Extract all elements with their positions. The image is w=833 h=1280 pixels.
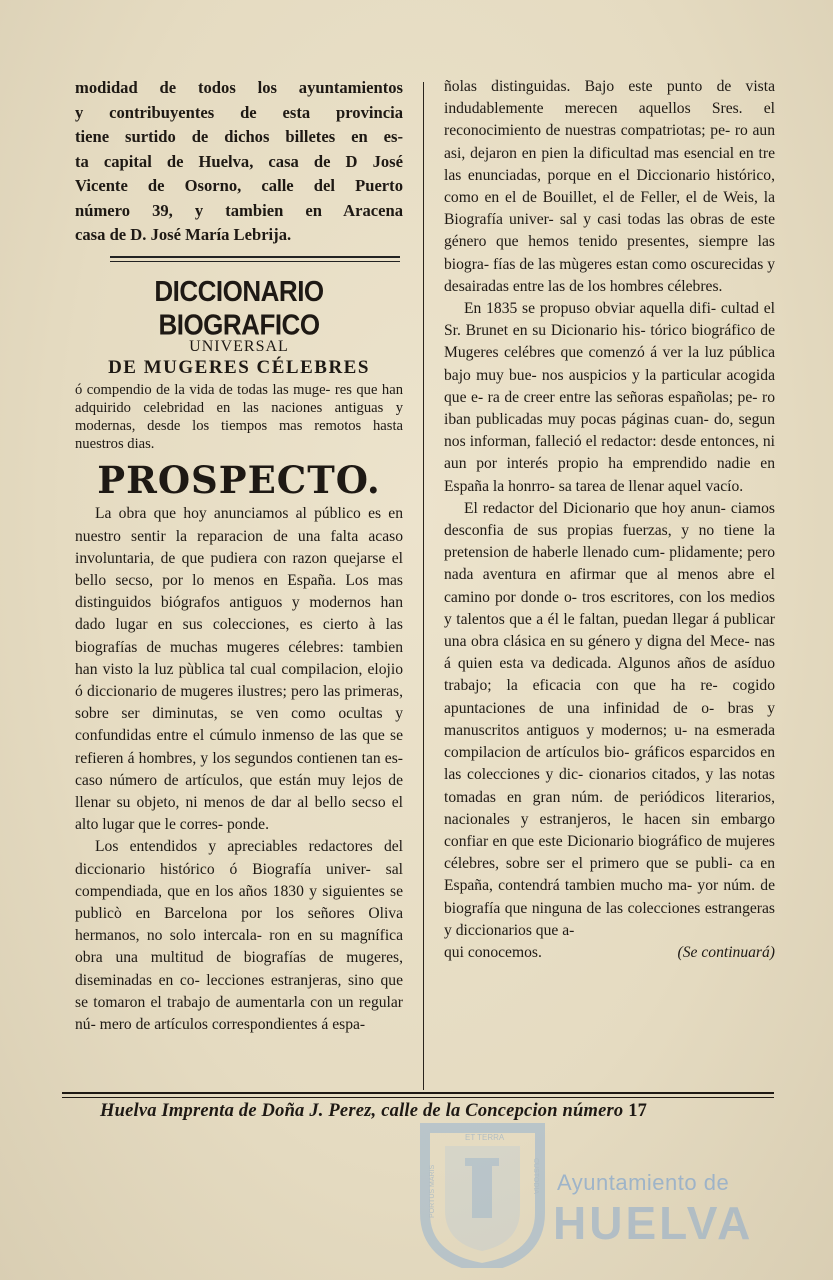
notice-line: y contribuyentes de esta provincia — [75, 102, 403, 122]
notice-line: número 39, y tambien en Aracena — [75, 200, 403, 220]
seal-lettering: PORTUS MARIS — [429, 1164, 436, 1218]
dictionary-title-mugeres: DE MUGERES CÉLEBRES — [108, 356, 370, 378]
prospecto-heading: PROSPECTO. — [97, 458, 381, 503]
right-column — [444, 76, 775, 964]
imprint-text: Huelva Imprenta de Doña J. Perez, calle de la Concepcion número — [100, 1101, 624, 1121]
issue-number: 17 — [628, 1101, 648, 1121]
closing-line — [444, 942, 775, 964]
dictionary-title: DICCIONARIO BIOGRAFICO — [154, 273, 324, 341]
prospecto-paragraph: ñolas distinguidas. Bajo este punto de vista indudablemente merecen aquellos Sres. el reconocimiento de nuestras compatriotas; pe- ro aun asi, dejaron en pien la dificultad mas esencial en tre las enunciadas, porque en el Diccionario histórico, como en el de Bouillet, el de Feller, el de Weis, la Biografía univer- sal y casi todas las obras de este género que hemos tenido presentes, siempre las biogra- fías de las mùgeres estan como oscurecidas y desairadas entre las de los hombres célebres. — [444, 78, 775, 295]
notice-line: ta capital de Huelva, casa de D José — [75, 151, 403, 171]
ticket-notice — [75, 76, 403, 248]
prospecto-paragraph: En 1835 se propuso obviar aquella difi- cultad el Sr. Brunet en su Dicionario his- tórico biográfico de Mugeres celébres que comenzó á ver la luz pública bajo muy bue- nos auspicios y la particular acogida que e- ra de creer entre las señoras españolas; pe- ro iban publicadas muy pocas páginas cuan- do, segun nos informan, falleció el redactor: desde entonces, ni aun por interés propio ha emprendido nadie en España la honrro- sa tarea de llenar aquel vacío. — [444, 300, 775, 495]
notice-line: casa de D. José María Lebrija. — [75, 225, 292, 244]
notice-line: Vicente de Osorno, calle del Puerto — [75, 176, 403, 195]
notice-line: tiene surtido de dichos billetes en es- — [75, 127, 403, 146]
prospecto-paragraph: El redactor del Dicionario que hoy anun- ciamos desconfia de sus propias fuerzas, y no tiene la pretension de haberle llenado cum- plidamente; pero nada aventura en afirmar que al menos abre el camino por donde o- tros escritores, con los medios y talentos que a él le faltan, puedan llegar á publicar una obra clásica en su género y digna del Mece- nas á quien esta va dedicada. Algunos años de asíduo trabajo; la eficacia con que ha re- cogido apuntaciones de una infinidad de o- bras y manuscritos antiguos y modernos; u- na esmerada compilacion de artículos bio- gráficos esparcidos en las colecciones y dic- cionarios citados, y las notas tomadas en gran núm. de periódicos literarios, nacionales y estranjeros, le hacen sin embargo confiar en que este Dicionario biográfico de mujeres célebres, sobre ser el primero que se publi- ca en España, contendrá tambien mucho ma- yor núm. de biografía que ninguna de las colecciones estrangeras y diccionarios que a- — [444, 499, 775, 939]
prospecto-paragraph: Los entendidos y apreciables redactores del diccionario histórico ó Biografía univer- sal compendiada, que en los años 1830 y siguientes se publicò en Barcelona por los señores Oliva hermanos, no solo intercala- ron en su magnífica obra una multitud de biografías de mugeres, diseminadas en co- lecciones estranjeras, sino que se tomaron el trabajo de aumentarla con un regular nú- mero de artículos correspondientes á espa- — [75, 838, 403, 1033]
dictionary-subtitle: ó compendio de la vida de todas las muge- res que han adquirido celebridad en las naciones antiguas y modernas, desde los tiempos mas remotos hasta nuestros dias. — [75, 381, 403, 453]
closing-text: qui conocemos. — [444, 943, 542, 961]
column-rule — [423, 82, 424, 1090]
seal-lettering: ET TERRA — [465, 1133, 505, 1142]
left-column — [75, 76, 403, 1036]
notice-line: modidad de todos los ayuntamientos — [75, 78, 403, 97]
dictionary-title-universal: UNIVERSAL — [189, 337, 289, 355]
watermark-line2: HUELVA — [553, 1197, 754, 1249]
section-divider — [110, 256, 400, 262]
watermark-line1: Ayuntamiento de — [557, 1170, 730, 1195]
seal-lettering: CUSTODIA — [532, 1158, 539, 1195]
prospecto-paragraph: La obra que hoy anunciamos al público es en nuestro sentir la reparacion de una falta acaso involuntaria, de que pudiera con razon quejarse el bello secso, por lo menos en España. Los mas distinguidos biógrafos antiguos y modernos han dado lugar en sus colecciones, es cierto à las biografías de muchas mugeres célebres: tambien han visto la luz pùblica tal cual compilacion, elojio ó diccionario de mugeres ilustres; pero las primeras, sobre ser diminutas, se ven como ocultas y confundidas entre el cúmulo inmenso de las que se refieren á hombres, y los segundos contienen tan es- caso número de artículos, que están muy lejos de llenar su objeto, ni menos de dar al bello secso el alto lugar que le corres- ponde. — [75, 505, 403, 834]
footer-rule — [62, 1092, 774, 1098]
continuation-note: (Se continuará) — [677, 943, 775, 961]
